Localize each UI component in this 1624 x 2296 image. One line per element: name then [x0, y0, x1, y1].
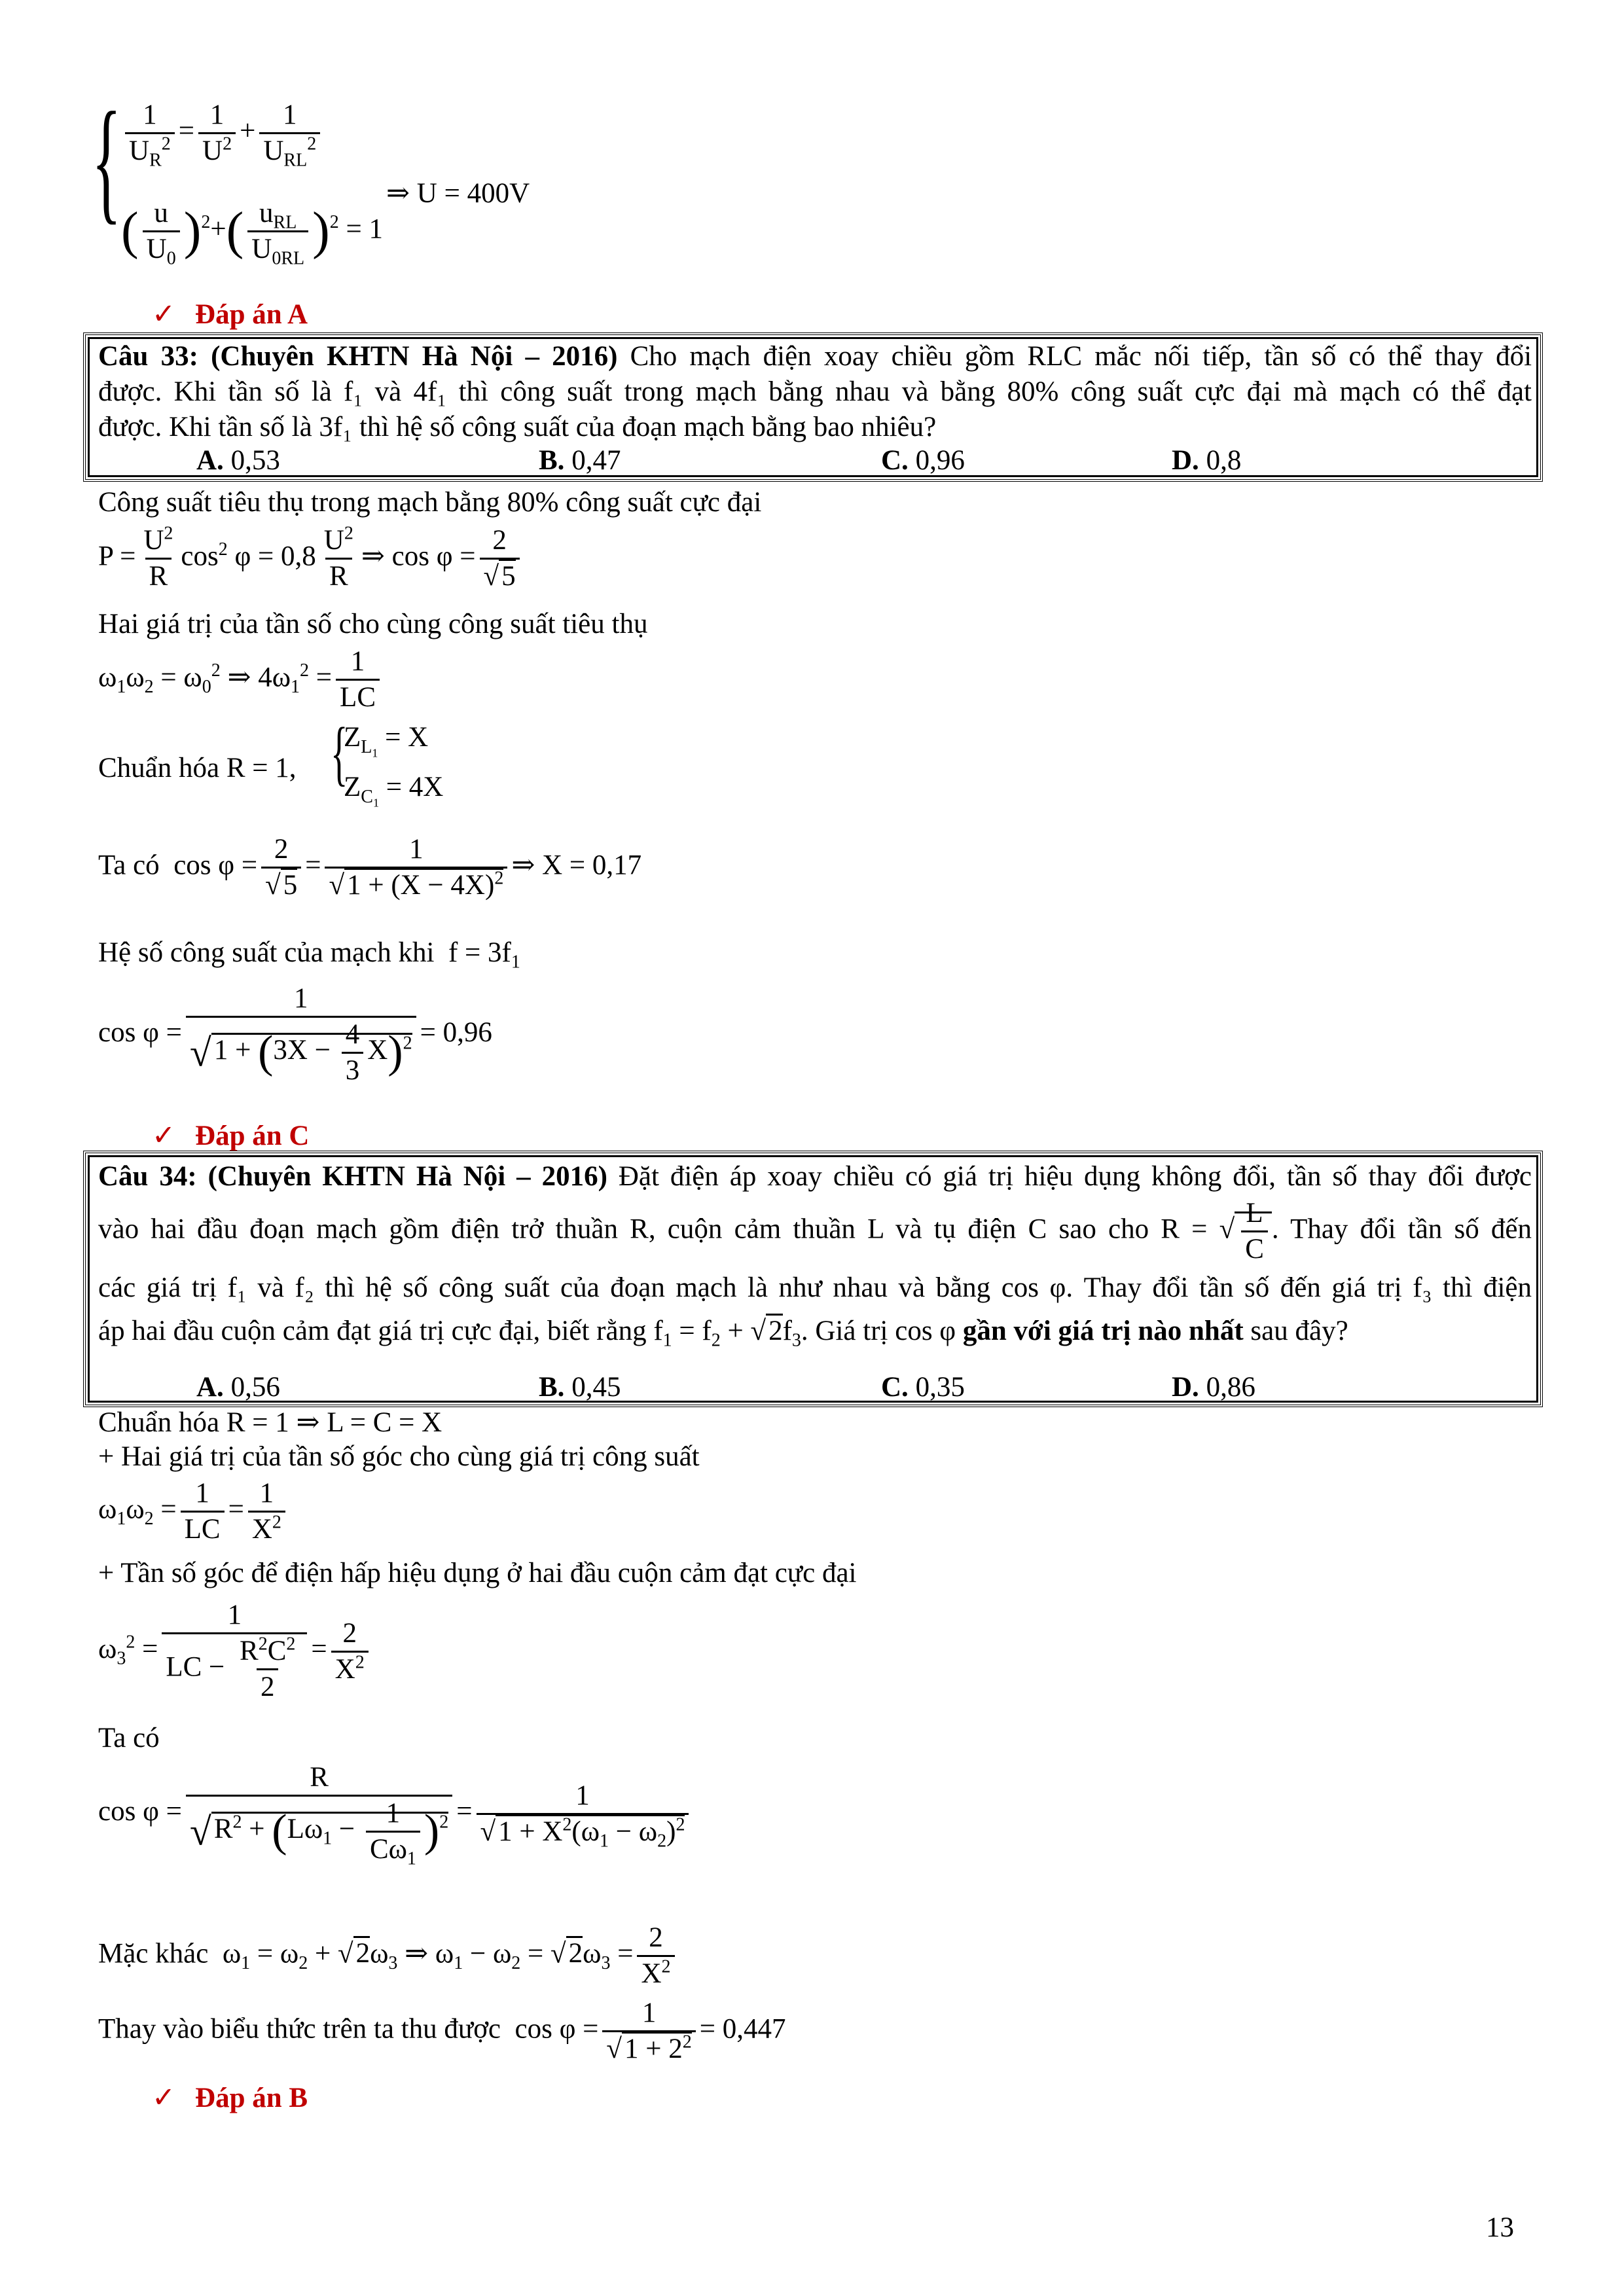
- q34-eq-cos: cos φ = R $√R^2 + (L\omega_1$ − $\frac{1}{C\omega_1}$ )$^2$ = $\frac{1}{√1 + X^2(\omega_1 - \omega_2)^2}$: [98, 1761, 693, 1867]
- q34-line3b: . Thay đổi tần số đến giá trị f₃ thì điện: [1066, 1272, 1532, 1303]
- eq-top-1: $\frac{1}{U_R^2}$ = $\frac{1}{U^2}$ + $\frac{1}{U_{RL}^2}$: [121, 98, 324, 168]
- q34-sol-text3: + Tần số góc để điện hấp hiệu dụng ở hai đầu cuộn cảm đạt cực đại: [98, 1558, 857, 1588]
- q34-line4c: gần với giá trị nào nhất: [962, 1316, 1244, 1346]
- q33-line3: được. Khi tần số là 3f₁ thì hệ số công suất của đoạn mạch bằng bao nhiêu?: [98, 412, 937, 442]
- q34-line4b: . Giá trị: [801, 1316, 888, 1346]
- q34-line4d: sau đây?: [1250, 1316, 1348, 1346]
- check-icon: ✓: [152, 2083, 176, 2113]
- q33-option-d[interactable]: D. 0,8: [1172, 445, 1242, 476]
- eq-top-2: ( $\frac{u}{U_0}$ )$^2$+( $\frac{u_{RL}}{U_{0RL}}$ )$^2$ = 1: [121, 198, 383, 269]
- q34-line2a: vào hai đầu đoạn mạch gồm điện trở thuần R, cuộn cảm thuần L và tụ điện C sao cho: [98, 1213, 1149, 1245]
- q33-zc: $Z_{C_1} = 4X$: [344, 772, 444, 810]
- q34-option-a[interactable]: A. 0,56: [196, 1372, 280, 1403]
- q33-eq-power: P = $\frac{U^2}{R}$ $\cos^2 \varphi = 0,8$ $\frac{U^2}{R}$ ⇒ cos φ = $\frac{2}{√5}$: [98, 524, 524, 594]
- q33-option-c[interactable]: C. 0,96: [881, 445, 965, 476]
- question-34-text: Câu 34: (Chuyên KHTN Hà Nội – 2016) Đặt điện áp xoay chiều có giá trị hiệu dụng không đổi, tần số thay đổi được vào hai đầu đoạn mạch gồm điện trở thuần R, cuộn cảm thuần L và tụ điện C sao cho R = √ $\frac{L}{C}$ . Thay đổi tần số đến các giá trị f₁ và f₂ thì hệ số công suất của đoạn mạch là như nhau và bằng cos φ. Thay đổi tần số đến giá trị f₃ thì điện áp hai đầu cuộn cảm đạt giá trị cực đại, biết rằng $f_1 = f_2 + √2f_3$. Giá trị cos φ gần với giá trị nào nhất sau đây?: [98, 1161, 1532, 1351]
- q33-line2: được. Khi tần số là f₁ và 4f₁ thì công suất trong mạch bằng nhau và bằng 80% công suất cực đại mà mạch có thể đạt: [98, 376, 1532, 407]
- q33-option-a[interactable]: A. 0,53: [196, 445, 280, 476]
- q34-source: (Chuyên KHTN Hà Nội – 2016): [208, 1161, 607, 1192]
- q33-zl: $Z_{L_1} = X$: [344, 722, 429, 760]
- q34-sol-text4: Ta có: [98, 1723, 160, 1753]
- q34-eq-diff: Mặc khác $\omega_1 = \omega_2 + √2\omega_3$ ⇒ $\omega_1 - \omega_2 = √2\omega_3$ = $\frac{2}{X^2}$: [98, 1921, 679, 1991]
- q33-label: Câu 33:: [98, 341, 198, 372]
- q34-line3a: các giá trị f₁ và f₂ thì hệ số công suất của đoạn mạch là như nhau và bằng: [98, 1272, 991, 1303]
- answer-top: ✓ Đáp án A: [152, 299, 308, 330]
- q34-line2b: . Thay đổi tần số đến: [1271, 1213, 1532, 1245]
- answer-q34: ✓ Đáp án B: [152, 2083, 308, 2113]
- system-brace: {: [92, 84, 122, 236]
- question-33-text: [98, 339, 1532, 445]
- q33-sol-text2: Hai giá trị của tần số cho cùng công suất tiêu thụ: [98, 609, 648, 639]
- q34-sol-text1: Chuẩn hóa R = 1 ⇒ L = C = X: [98, 1407, 442, 1438]
- q33-line1: Cho mạch điện xoay chiều gồm RLC mắc nối tiếp, tần số có thể thay đổi: [630, 341, 1532, 372]
- q34-eq-final: Thay vào biểu thức trên ta thu được cos φ = $\frac{1}{√1 + 2^2}$ = 0,447: [98, 1996, 786, 2066]
- q33-option-b[interactable]: B. 0,47: [539, 445, 621, 476]
- q33-sol-text5: Hệ số công suất của mạch khi $f = 3f_1$: [98, 937, 520, 973]
- q34-option-d[interactable]: D. 0,86: [1172, 1372, 1255, 1403]
- q34-eq-omega3: $\omega_3^2$ = 1 LC − $\frac{R^2C^2}{2}$ = $\frac{2}{X^2}$: [98, 1598, 372, 1704]
- q34-label: Câu 34:: [98, 1161, 197, 1192]
- q33-brace: {: [331, 713, 348, 793]
- q33-eq-omega: $\omega_1\omega_2 = \omega_0^2$ ⇒ $4\omega_1^2$ = $\frac{1}{LC}$: [98, 645, 384, 715]
- q34-line1: Đặt điện áp xoay chiều có giá trị hiệu dụng không đổi, tần số thay đổi được: [618, 1161, 1532, 1192]
- q33-source: (Chuyên KHTN Hà Nội – 2016): [211, 341, 618, 372]
- q33-eq-cos: Ta có cos φ = $\frac{2}{√5}$ = $\frac{1}{√1 + (X - 4X)^2}$ ⇒ X = 0,17: [98, 833, 641, 903]
- check-icon: ✓: [152, 299, 176, 330]
- q34-line4a: áp hai đầu cuộn cảm đạt giá trị cực đại, biết rằng: [98, 1316, 647, 1346]
- answer-q33: ✓ Đáp án C: [152, 1121, 310, 1151]
- check-icon: ✓: [152, 1121, 176, 1151]
- q33-sol-text3: Chuẩn hóa R = 1,: [98, 753, 297, 783]
- q34-option-b[interactable]: B. 0,45: [539, 1372, 621, 1403]
- page-number: 13: [1486, 2212, 1514, 2243]
- q34-option-c[interactable]: C. 0,35: [881, 1372, 965, 1403]
- q34-sol-text2: + Hai giá trị của tần số góc cho cùng giá trị công suất: [98, 1441, 700, 1472]
- q33-eq-final: cos φ = 1 √1 + (3X − $\frac{4}{3}$ X)$^2$ = 0,96: [98, 982, 492, 1088]
- q33-sol-text1: Công suất tiêu thụ trong mạch bằng 80% công suất cực đại: [98, 487, 762, 518]
- q34-eq-omega12: $\omega_1\omega_2$ = $\frac{1}{LC}$ = $\frac{1}{X^2}$: [98, 1477, 289, 1547]
- top-result: ⇒ U = 400V: [386, 178, 530, 209]
